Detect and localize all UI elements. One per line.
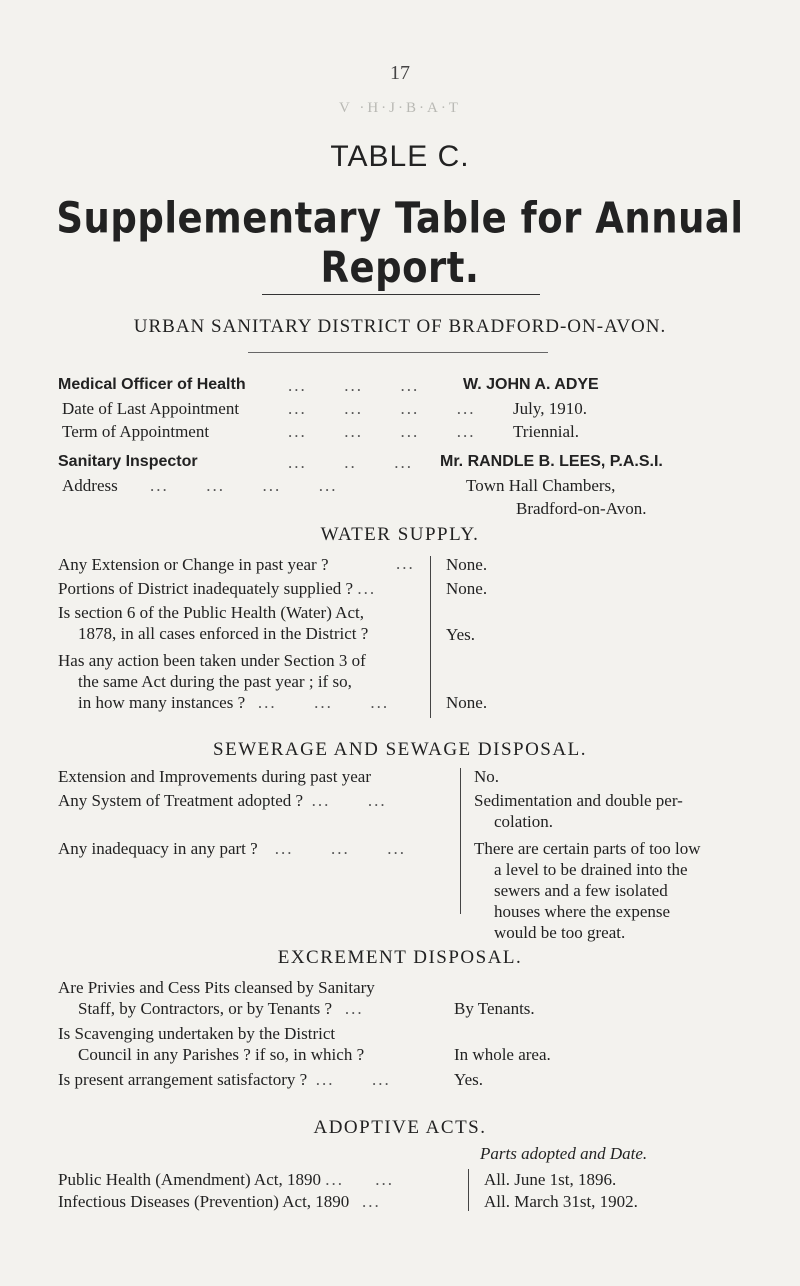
column-divider	[430, 556, 431, 718]
address-line2: Bradford-on-Avon.	[516, 499, 647, 518]
water-supply-section	[58, 554, 778, 724]
moh-value: W. JOHN A. ADYE	[463, 376, 599, 393]
sewerage-a2	[474, 790, 683, 832]
adoptive-acts-heading: ADOPTIVE ACTS.	[313, 1117, 487, 1138]
moh-row	[58, 376, 758, 399]
address-label: Address	[62, 476, 118, 495]
sewerage-q2	[58, 790, 387, 811]
sewerage-a3-line3: sewers and a few isolated	[494, 881, 668, 900]
sewerage-a3-line1: There are certain parts of too low	[474, 839, 701, 858]
water-q1-text: Any Extension or Change in past year ?	[58, 555, 329, 574]
moh-label: Medical Officer of Health	[58, 376, 246, 393]
sewerage-section	[58, 766, 778, 942]
leader-dots: ...	[344, 999, 364, 1018]
adopted-column-header: Parts adopted and Date.	[480, 1144, 648, 1163]
page-number: 17	[390, 62, 410, 84]
water-q4-line3: in how many instances ?	[78, 693, 246, 712]
page-title: Supplementary Table for Annual Report.	[56, 193, 744, 293]
district-heading: URBAN SANITARY DISTRICT OF BRADFORD-ON-AVON.	[133, 316, 667, 337]
officers-block	[58, 376, 758, 522]
inspector-value: Mr. RANDLE B. LEES, P.A.S.I.	[440, 453, 663, 470]
leader-dots: ... .. ...	[288, 453, 413, 472]
sewerage-q3	[58, 838, 406, 859]
excrement-q3	[58, 1069, 391, 1090]
excrement-a3: Yes.	[454, 1070, 483, 1089]
sewerage-a3-line2: a level to be drained into the	[494, 860, 688, 879]
inspector-label: Sanitary Inspector	[58, 453, 198, 470]
excrement-heading: EXCREMENT DISPOSAL.	[277, 947, 523, 968]
sewerage-a3-line4: houses where the expense	[494, 902, 671, 921]
sewerage-a1: No.	[474, 767, 500, 786]
leader-dots: ... ... ... ...	[288, 399, 476, 418]
excrement-q2-line1: Is Scavenging undertaken by the District	[58, 1024, 336, 1043]
term-row	[58, 422, 758, 445]
water-a3: Yes.	[446, 625, 475, 644]
leader-dots: ...	[396, 554, 415, 573]
water-q4	[58, 650, 389, 713]
water-q3-line1: Is section 6 of the Public Health (Water) Act,	[58, 603, 364, 622]
address-row-2	[58, 499, 758, 522]
act2-name: Infectious Diseases (Prevention) Act, 1890	[58, 1192, 350, 1211]
excrement-q1-line1: Are Privies and Cess Pits cleansed by Sanitary	[58, 978, 375, 997]
act2-value: All. March 31st, 1902.	[484, 1192, 638, 1211]
leader-dots: ... ... ...	[257, 693, 390, 712]
sewerage-a2-line2: colation.	[494, 812, 554, 831]
water-q4-line1: Has any action been taken under Section 3 of	[58, 651, 366, 670]
table-label: TABLE C.	[330, 140, 470, 173]
address-line1: Town Hall Chambers,	[466, 476, 616, 495]
leader-dots: ... ...	[325, 1170, 394, 1189]
sewerage-a2-line1: Sedimentation and double per-	[474, 791, 683, 810]
leader-dots: ... ...	[311, 791, 387, 810]
water-q1	[58, 554, 329, 575]
sewerage-heading: SEWERAGE AND SEWAGE DISPOSAL.	[213, 739, 587, 760]
water-q3-line2: 1878, in all cases enforced in the District ?	[78, 624, 369, 643]
act1-name: Public Health (Amendment) Act, 1890	[58, 1170, 321, 1189]
leader-dots: ... ... ...	[274, 839, 406, 858]
leader-dots: ...	[357, 579, 377, 598]
sewerage-a3	[474, 838, 701, 943]
leader-dots: ... ...	[315, 1070, 391, 1089]
faded-stamp: V ·H·J·B·A·T	[339, 100, 461, 116]
sewerage-q2-text: Any System of Treatment adopted ?	[58, 791, 304, 810]
water-a4: None.	[446, 693, 488, 712]
excrement-a1: By Tenants.	[454, 999, 535, 1018]
water-q2	[58, 578, 376, 599]
water-supply-heading: WATER SUPPLY.	[320, 524, 480, 545]
excrement-section	[58, 977, 778, 1087]
leader-dots: ... ... ... ...	[150, 476, 338, 495]
appointment-date-value: July, 1910.	[513, 399, 587, 418]
excrement-q3-text: Is present arrangement satisfactory ?	[58, 1070, 308, 1089]
water-q3	[58, 602, 368, 644]
sewerage-q1: Extension and Improvements during past year	[58, 767, 372, 786]
title-rule	[262, 294, 540, 295]
excrement-q1-line2: Staff, by Contractors, or by Tenants ?	[78, 999, 333, 1018]
excrement-q1	[58, 977, 375, 1019]
excrement-q2-line2: Council in any Parishes ? if so, in which ?	[78, 1045, 365, 1064]
water-a1: None.	[446, 555, 488, 574]
district-rule	[248, 352, 548, 353]
water-q4-line2: the same Act during the past year ; if so,	[78, 672, 352, 691]
appointment-date-row	[58, 399, 758, 422]
water-q2-text: Portions of District inadequately supplied ?	[58, 579, 354, 598]
term-value: Triennial.	[513, 422, 579, 441]
leader-dots: ...	[362, 1192, 381, 1211]
act-row-1	[58, 1169, 394, 1190]
column-divider	[460, 768, 461, 914]
appointment-date-label: Date of Last Appointment	[62, 399, 240, 418]
excrement-a2: In whole area.	[454, 1045, 551, 1064]
excrement-q2	[58, 1023, 364, 1065]
sewerage-q3-text: Any inadequacy in any part ?	[58, 839, 258, 858]
inspector-row	[58, 453, 758, 476]
act1-value: All. June 1st, 1896.	[484, 1170, 617, 1189]
act-row-2	[58, 1191, 381, 1212]
sewerage-a3-line5: would be too great.	[494, 923, 626, 942]
adoptive-acts-section	[58, 1143, 778, 1223]
water-a2: None.	[446, 579, 488, 598]
leader-dots: ... ... ...	[288, 376, 420, 395]
leader-dots: ... ... ... ...	[288, 422, 476, 441]
term-label: Term of Appointment	[62, 422, 210, 441]
column-divider	[468, 1169, 469, 1211]
address-row	[58, 476, 758, 499]
